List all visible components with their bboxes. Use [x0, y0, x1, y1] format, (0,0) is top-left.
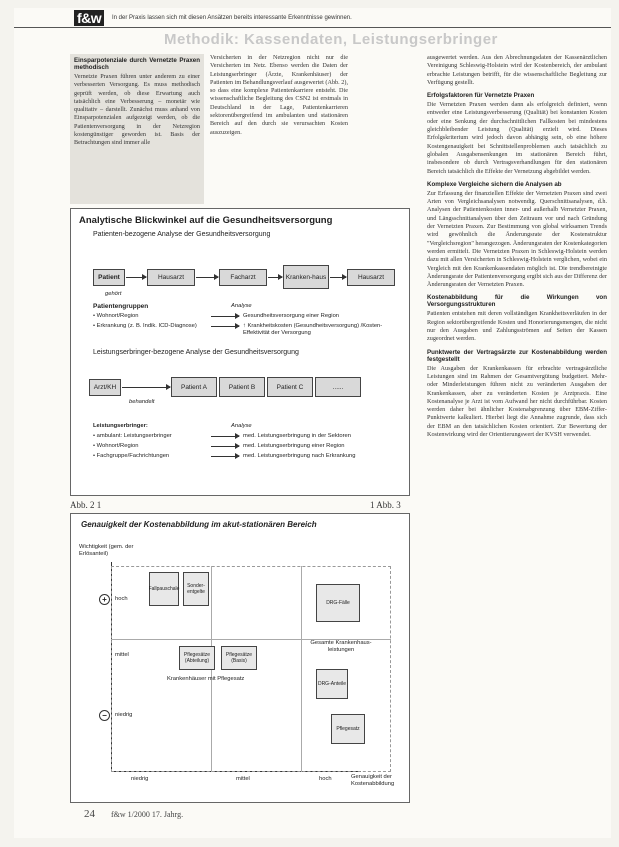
fig2-x-axis: Genauigkeit der Kostenabbildung [351, 774, 395, 787]
box-drg-anteile: DRG-Anteile [316, 669, 348, 699]
arrow [126, 277, 146, 278]
right-para-1: Die Vernetzten Praxen werden dann als erfolgreich definiert, wenn entweder eine Leistungsverbesserung (Qualität) bei konstanten Kosten oder eine Senkung der durchschnittlichen Fallkosten bei mindestens gleichbleibender Leistung (Qualität) erzielt wird. Dieses Erfolgskriterium wird jedoch davon abhängig sein, ob eine höhere Kostengenauigkeit bei Schnittstellenproblemen auch tatsächlich zu globalen Ausgabensenkungen im stationären Bereich führt, insbesondere ob durch Vertragsverhandlungen für den stationären Bereich tatsächlich die Effekte der Vernetzung abgebildet werden. [427, 101, 607, 175]
fig2-y-axis: Wichtigkeit (gem. der Erlösanteil) [79, 544, 134, 557]
journal-logo: f&w [74, 10, 104, 26]
providers-analysis-label: Analyse [231, 423, 252, 429]
right-heading-1: Erfolgsfaktoren für Vernetzte Praxen [427, 92, 535, 100]
middle-column [210, 54, 348, 204]
flow2-patient-c: Patient C [267, 377, 313, 397]
figure-analytical-perspectives [70, 208, 410, 496]
right-para-2: Zur Erfassung der finanziellen Effekte der Vernetzten Praxen sind zwei Arten von Vergleichsanalysen notwendig. Querschnittsanalysen, d.h. Analysen der Patientenkosten inner- und außerhalb Vernetzter Praxen, und Längsschnittanalysen über den Zeitraum vor und nach Gründung der Vernetzten Praxen. Zur Bestimmung von global wirksamen Trends wird gewöhnlich die Änderungsrate der Kostenstruktur "Vergleichsregion" herangezogen. Änderungsraten der Kostenkategorien werden ermittelt. Die Vernetzten Praxen in Schleswig-Holstein werden dazu mit allen Versicherten in Schleswig-Holstein verglichen, wobei ein Vergleich mit den Krankenkassendaten möglich ist. Die trendbereinigte Änderungsrate der Patientenversorgung ergibt sich aus der Differenz der Änderungsraten der Vernetzten Praxen. [427, 189, 607, 289]
provider-result-3: med. Leistungserbringung nach Erkrankung [243, 453, 356, 459]
left-heading: Einsparpotenziale durch Vernetzte Praxen methodisch [74, 57, 200, 71]
arrow [196, 277, 218, 278]
caption-right: 1 Abb. 3 [370, 500, 401, 510]
article-headline: Methodik: Kassendaten, Leistungserbringer [164, 31, 498, 48]
provider-result-2: med. Leistungserbringung einer Region [243, 443, 345, 449]
region-label-1: Gesamte Krankenhaus-leistungen [310, 640, 372, 653]
provider-result-1: med. Leistungserbringung in der Sektoren [243, 433, 351, 439]
right-heading-4: Punktwerte der Vertragsärzte zur Kostenabbildung werden festgestellt [427, 348, 607, 363]
box-pflegesaetze-basis: Pflegesätze (Basis) [221, 646, 257, 670]
arrow [211, 436, 239, 437]
arrow [268, 277, 282, 278]
arrow [211, 316, 239, 317]
figure-cost-accuracy [70, 513, 410, 803]
box-sonderentgelte: Sonder-entgelte [183, 572, 209, 606]
flow1-hausarzt: Hausarzt [147, 269, 195, 286]
flow1-facharzt: Facharzt [219, 269, 267, 286]
x-mid: mittel [236, 776, 250, 782]
y-high: hoch [115, 596, 128, 602]
arrow [211, 446, 239, 447]
y-mid: mittel [115, 652, 129, 658]
page-number: 24 [84, 808, 95, 820]
group-result-disease: ↑ Krankheitskosten (Gesundheitsversorgung) /Kosten-Effektivität der Versorgung [243, 323, 383, 336]
right-intro: ausgewertet werden. Aus den Abrechnungsdaten der Kassenärztlichen Vereinigung Schleswig-Holstein wird der Kostenbereich, der ambulant erbrachte Leistungen betrifft, für die wissenschaftliche Begleitung zur Verfügung gestellt. [427, 54, 607, 86]
middle-text: Versicherten in der Netzregion nicht nur die Versicherten im Netz. Ebenso werden die Daten der Leistungserbringer (Ärzte, Krankenhäuser) der Patienten im Behandlungsverlauf ausgewertet (Abb. 2), so dass eine komplexe Patientenkarriere entsteht. Die wissenschaftliche Begleitung des CSN2 ist erstmals in Deutschland in der Lage, Patientenkarrieren sektorenübergreifend im ambulanten und stationären Bereich auf den durch sie verursachten Kosten auszuzeigen. [210, 54, 348, 136]
right-para-3: Patienten entstehen mit deren vollständigen Krankheitsverläufen in der Region sektorübergreifende Kosten und Honorierungsmengen, die nicht nur den Ausgaben und Zahlungsströmen auf Seiten der Kassen zugeordnet werden. [427, 310, 607, 343]
right-heading-2: Komplexe Vergleiche sichern die Analysen ab [427, 180, 562, 188]
left-column [70, 54, 204, 204]
right-heading-3: Kostenabbildung für die Wirkungen von Versorgungsstrukturen [427, 294, 607, 309]
group-region: • Wohnort/Region [93, 313, 139, 319]
box-fallpauschale: Fallpauschale [149, 572, 179, 606]
provider-ambulant: • ambulant: Leistungserbringer [93, 433, 172, 439]
page [14, 8, 611, 838]
arrow [211, 326, 239, 327]
x-low: niedrig [131, 776, 149, 782]
arrow [211, 456, 239, 457]
box-drg-faelle: DRG-Fälle [316, 584, 360, 622]
caption-left: Abb. 2 1 [70, 500, 102, 510]
patient-groups-label: Patientengruppen [93, 303, 149, 310]
flow1-krankenhaus: Kranken-haus [283, 265, 329, 289]
x-high: hoch [319, 776, 332, 782]
flow2-more: ...... [315, 377, 361, 397]
fig1-subtitle-provider: Leistungserbringer-bezogene Analyse der Gesundheitsversorgung [93, 349, 299, 356]
journal-issue: f&w 1/2000 17. Jahrg. [111, 810, 184, 819]
flow2-patient-a: Patient A [171, 377, 217, 397]
fig1-subtitle-patient: Patienten-bezogene Analyse der Gesundheitsversorgung [93, 231, 271, 238]
right-column [427, 54, 607, 794]
flow2-note: behandelt [129, 399, 155, 405]
group-result-region: Gesundheitsversorgung einer Region [243, 313, 340, 319]
plus-icon: + [99, 594, 110, 605]
y-low: niedrig [115, 712, 133, 718]
minus-icon: − [99, 710, 110, 721]
page-header [14, 8, 611, 28]
left-text: Vernetzte Praxen führen unter anderem zu einer verbesserten Versorgung. Es muss methodisch geprüft werden, ob diese Erwartung auch tatsächlich eine Verbesserung – monetär wie qualitativ – darstellt. Zunächst muss anhand von Einsparpotenzialen aufgezeigt werden, ob die Patientenversorgung in der Netzregion kostengünstiger geworden ist. Basis der Betrachtungen sind immer alle [74, 73, 200, 147]
right-para-4: Die Ausgaben der Krankenkassen für erbrachte vertragsärztliche Leistungen sind im Rahmen der Gesamtvergütung budgetiert. Mehr- oder Minderleistungen führen nicht zu veränderten Ausgaben der Krankenkassen, aber zu veränderten Kosten je Arztpraxis. Eine Kostenanalyse je Arzt ist vom Aufwand her nicht durchführbar. Kosten werden daher bei ähnlicher Kostenabgrenzung über EBM-Ziffer-Punktwerte kalkuliert. Hierbei liegt die Annahme zugrunde, dass sich der EBM an den tatsächlichen Kosten orientiert. Zur Bewertung der Kostenwirkung wird der Orientierungswert der KVSH verwendet. [427, 364, 607, 438]
flow1-patient: Patient [93, 269, 125, 286]
box-pflegesaetze-abteilung: Pflegesätze (Abteilung) [179, 646, 215, 670]
arrow [122, 387, 170, 388]
running-line: In der Praxis lassen sich mit diesen Ansätzen bereits interessante Erkenntnisse gewinnen. [112, 15, 352, 21]
patient-analysis-label: Analyse [231, 303, 252, 309]
page-footer [84, 808, 183, 820]
box-pflegesatz: Pflegesatz [331, 714, 365, 744]
provider-region: • Wohnort/Region [93, 443, 139, 449]
providers-label: Leistungserbringer: [93, 423, 148, 429]
fig2-title: Genauigkeit der Kostenabbildung im akut-stationären Bereich [81, 520, 317, 529]
region-label-2: Krankenhäuser mit Pflegesatz [167, 676, 245, 682]
arrow [330, 277, 346, 278]
flow2-patient-b: Patient B [219, 377, 265, 397]
grid-line [301, 566, 302, 772]
flow1-note: gehört [105, 291, 122, 297]
group-disease: • Erkrankung (z. B. Indik. ICD-Diagnose) [93, 323, 197, 329]
fig1-title: Analytische Blickwinkel auf die Gesundheitsversorgung [79, 215, 333, 226]
provider-group: • Fachgruppe/Fachrichtungen [93, 453, 170, 459]
flow1-hausarzt-end: Hausarzt [347, 269, 395, 286]
flow2-provider: Arzt/KH [89, 379, 121, 396]
